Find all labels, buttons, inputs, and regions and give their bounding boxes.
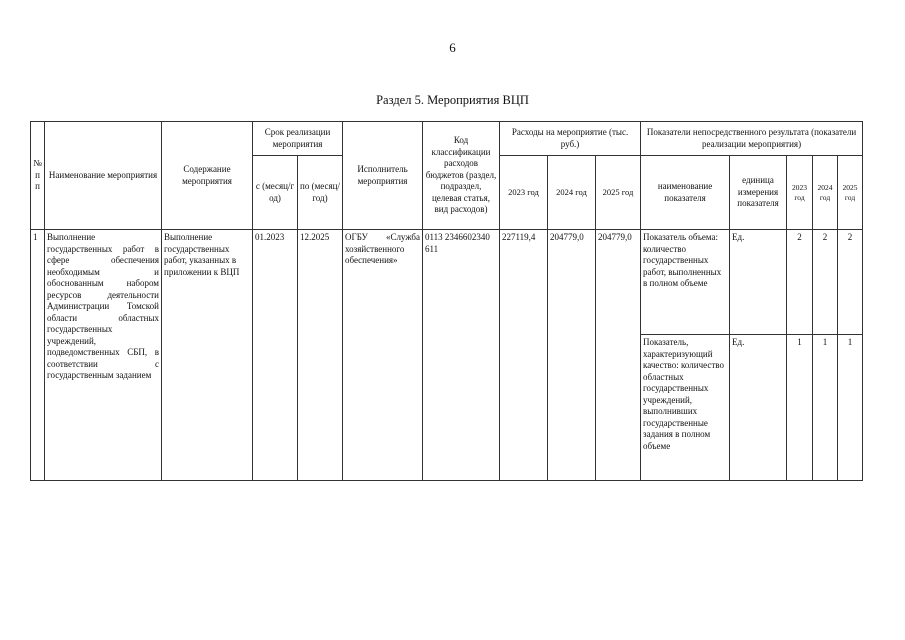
row-cost-2024: 204779,0	[548, 230, 596, 481]
header-cost-2024: 2024 год	[548, 156, 596, 230]
header-indicator-2023: 2023 год	[787, 156, 813, 230]
header-executor: Исполнитель мероприятия	[343, 122, 423, 230]
row-code: 0113 2346602340 611	[423, 230, 500, 481]
header-num: № п п	[31, 122, 45, 230]
indicator-2-2025: 1	[838, 335, 863, 481]
row-name: Выполнение государственных работ в сфере обеспечения необходимым и обоснованным набором ресурсов деятельности Администрации Томской области областных государственных учреждений, подведомственных СБП, в соответствии с государственным заданием	[45, 230, 162, 481]
header-term: Срок реализации мероприятия	[253, 122, 343, 156]
indicator-2-name: Показатель, характеризующий качество: количество областных государственных учреждений, выполнивших государственные задания в полном объеме	[641, 335, 730, 481]
header-cost-2023: 2023 год	[500, 156, 548, 230]
indicator-2-2023: 1	[787, 335, 813, 481]
row-term-to: 12.2025	[298, 230, 343, 481]
header-cost-2025: 2025 год	[596, 156, 641, 230]
indicator-1-name: Показатель объема: количество государственных работ, выполненных в полном объеме	[641, 230, 730, 335]
header-costs: Расходы на мероприятие (тыс. руб.)	[500, 122, 641, 156]
header-indicator-name: наименование показателя	[641, 156, 730, 230]
header-content: Содержание мероприятия	[162, 122, 253, 230]
events-table	[30, 121, 863, 481]
indicator-1-2025: 2	[838, 230, 863, 335]
header-indicator-unit: единица измерения показателя	[730, 156, 787, 230]
header-indicator-2025: 2025 год	[838, 156, 863, 230]
header-code: Код классификации расходов бюджетов (раздел, подраздел, целевая статья, вид расходов)	[423, 122, 500, 230]
indicator-2-unit: Ед.	[730, 335, 787, 481]
row-content: Выполнение государственных работ, указанных в приложении к ВЦП	[162, 230, 253, 481]
indicator-1-unit: Ед.	[730, 230, 787, 335]
header-indicators: Показатели непосредственного результата (показатели реализации мероприятия)	[641, 122, 863, 156]
table-row	[31, 230, 863, 335]
section-title: Раздел 5. Мероприятия ВЦП	[376, 93, 529, 107]
indicator-1-2023: 2	[787, 230, 813, 335]
row-term-from: 01.2023	[253, 230, 298, 481]
row-cost-2025: 204779,0	[596, 230, 641, 481]
indicator-2-2024: 1	[813, 335, 838, 481]
header-indicator-2024: 2024 год	[813, 156, 838, 230]
row-executor: ОГБУ «Служба хозяйственного обеспечения»	[343, 230, 423, 481]
page-number: 6	[449, 40, 456, 55]
row-num: 1	[31, 230, 45, 481]
header-term-from: с (месяц/г од)	[253, 156, 298, 230]
header-name: Наименование мероприятия	[45, 122, 162, 230]
indicator-1-2024: 2	[813, 230, 838, 335]
row-cost-2023: 227119,4	[500, 230, 548, 481]
header-term-to: по (месяц/ год)	[298, 156, 343, 230]
